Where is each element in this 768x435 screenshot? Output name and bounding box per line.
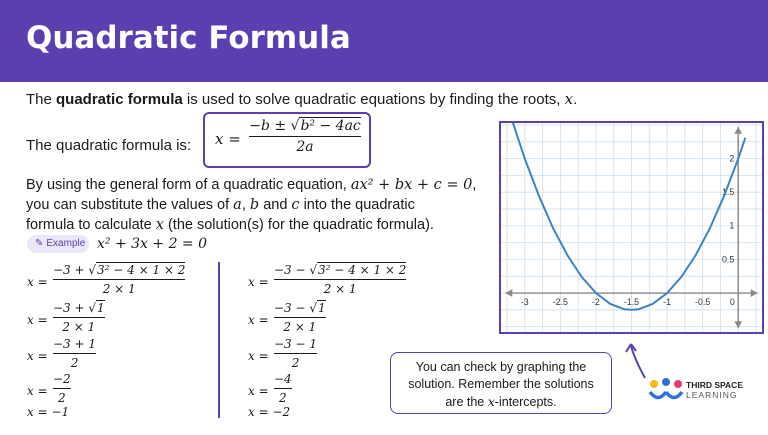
formula-num-radicand: b² − 4ac <box>300 118 361 134</box>
step-lhs: x = <box>248 384 269 398</box>
intro-end: . <box>573 91 578 108</box>
step-fraction <box>53 263 185 296</box>
step-bar <box>53 353 96 354</box>
x-axis-arrow-left <box>505 289 512 297</box>
step-fraction <box>53 301 105 334</box>
y-tick-label: 1.5 <box>722 187 735 198</box>
x-tick-label: 0 <box>729 296 735 307</box>
step-denominator: 2 <box>279 391 287 405</box>
intro-text <box>26 90 577 108</box>
para-l1a: By using the general form of a quadratic equation, <box>26 177 351 193</box>
sqrt-icon: √ <box>88 301 97 315</box>
example-tag <box>27 235 89 253</box>
para-l2a: you can substitute the values of <box>26 197 234 213</box>
step-numerator <box>53 263 185 277</box>
y-tick-label: 0.5 <box>722 254 735 265</box>
step-lhs: x = <box>248 349 269 363</box>
step-num-radicand: 3² − 4 × 1 × 2 <box>97 263 186 277</box>
step-denominator: 2 × 1 <box>102 282 136 296</box>
steps-divider <box>218 262 220 418</box>
formula-box <box>203 112 371 168</box>
note-line1: You can check by graphing the <box>415 360 587 374</box>
para-l1b: ax² + bx + c = 0 <box>350 177 473 193</box>
note-line3a: are the <box>445 395 488 409</box>
para-comma: , <box>241 197 246 213</box>
parabola-graph <box>499 121 764 334</box>
x-tick-label: -3 <box>520 296 529 307</box>
step-numerator <box>274 263 406 277</box>
step-num-radicand: 3² − 4 × 1 × 2 <box>318 263 407 277</box>
para-l3a: formula to calculate <box>26 217 156 233</box>
x-axis-arrow-right <box>751 289 758 297</box>
step-denominator: 2 <box>70 356 79 370</box>
note-line2: solution. Remember the solutions <box>408 377 594 391</box>
step-lhs: x = <box>248 313 269 327</box>
step-denominator: 2 <box>291 356 300 370</box>
step-fraction <box>274 337 317 370</box>
pencil-icon: ✎ <box>35 238 44 249</box>
para-a: a <box>233 197 242 213</box>
example-tag-label: Example <box>46 238 86 249</box>
logo-line1: THIRD SPACE <box>686 380 743 390</box>
step-denominator: 2 <box>58 391 66 405</box>
step-denominator: 2 × 1 <box>323 282 357 296</box>
step-bar <box>274 388 292 389</box>
step-lhs: x = −2 <box>248 405 291 419</box>
parabola-curve <box>503 121 745 310</box>
para-and: and <box>259 197 292 213</box>
x-tick-label: -2 <box>592 296 600 307</box>
intro-after: is used to solve quadratic equations by finding the roots, <box>182 91 565 108</box>
page-title: Quadratic Formula <box>26 20 351 56</box>
step-num-pre: −3 + <box>53 263 89 277</box>
step-numerator: −4 <box>274 372 292 386</box>
y-axis-arrow-top <box>734 127 742 134</box>
para-x: x <box>155 217 164 233</box>
y-tick-label: 1 <box>729 220 735 231</box>
logo-text <box>686 380 743 400</box>
note-line3b: -intercepts. <box>494 395 557 409</box>
logo-line2: LEARNING <box>686 390 738 400</box>
step-bar <box>274 317 326 318</box>
step-bar <box>53 388 71 389</box>
step-fraction <box>53 372 71 405</box>
formula-bar <box>249 136 361 137</box>
third-space-logo-icon <box>648 377 684 405</box>
para-c: c <box>291 197 300 213</box>
step-numerator: −2 <box>53 372 71 386</box>
intro-before: The <box>26 91 57 108</box>
step-num-radicand: 1 <box>318 301 326 315</box>
step-denominator: 2 × 1 <box>283 320 317 334</box>
step-num-pre: −3 + <box>53 301 89 315</box>
step-numerator: −3 − 1 <box>274 337 318 351</box>
step-lhs: x = −1 <box>27 405 70 419</box>
step-fraction <box>274 263 406 296</box>
step-num-pre: −3 − <box>274 301 310 315</box>
step-numerator: −3 + 1 <box>53 337 97 351</box>
formula-numerator: −b ± √b² − 4ac <box>249 118 361 134</box>
explanation-paragraph <box>26 175 506 235</box>
x-tick-label: -1.5 <box>623 296 640 307</box>
x-tick-label: -1 <box>663 296 671 307</box>
step-bar <box>53 317 105 318</box>
step-bar <box>274 279 406 280</box>
step-numerator <box>53 301 105 315</box>
step-fraction <box>274 301 326 334</box>
x-tick-label: -2.5 <box>552 296 568 307</box>
step-fraction <box>274 372 292 405</box>
formula-num-pre: −b ± <box>249 118 291 134</box>
para-l1c: , <box>472 177 477 193</box>
step-lhs: x = <box>248 275 269 289</box>
step-denominator: 2 × 1 <box>62 320 96 334</box>
sqrt-icon: √ <box>88 263 97 277</box>
step-lhs: x = <box>27 349 48 363</box>
graph-note <box>390 352 612 414</box>
para-l2b: into the quadratic <box>299 197 415 213</box>
intro-var: x <box>564 90 574 108</box>
note-var: x <box>487 394 495 409</box>
step-bar <box>53 279 185 280</box>
example-equation: x² + 3x + 2 = 0 <box>97 236 208 252</box>
x-tick-label: -0.5 <box>695 296 711 307</box>
formula-lhs: x = <box>215 130 241 148</box>
step-bar <box>274 353 317 354</box>
step-numerator <box>274 301 326 315</box>
step-lhs: x = <box>27 384 48 398</box>
step-num-radicand: 1 <box>97 301 105 315</box>
formula-fraction <box>249 118 361 155</box>
step-lhs: x = <box>27 275 48 289</box>
formula-label: The quadratic formula is: <box>26 137 192 154</box>
header-banner <box>0 0 768 82</box>
sqrt-icon: √ <box>309 263 318 277</box>
y-tick-label: 2 <box>729 153 735 164</box>
formula-denominator: 2a <box>296 139 314 155</box>
step-num-pre: −3 − <box>274 263 310 277</box>
step-fraction <box>53 337 96 370</box>
step-lhs: x = <box>27 313 48 327</box>
para-l3b: (the solution(s) for the quadratic formula). <box>163 217 434 233</box>
para-b: b <box>249 197 260 213</box>
sqrt-icon: √ <box>309 301 318 315</box>
intro-bold: quadratic formula <box>56 91 183 108</box>
